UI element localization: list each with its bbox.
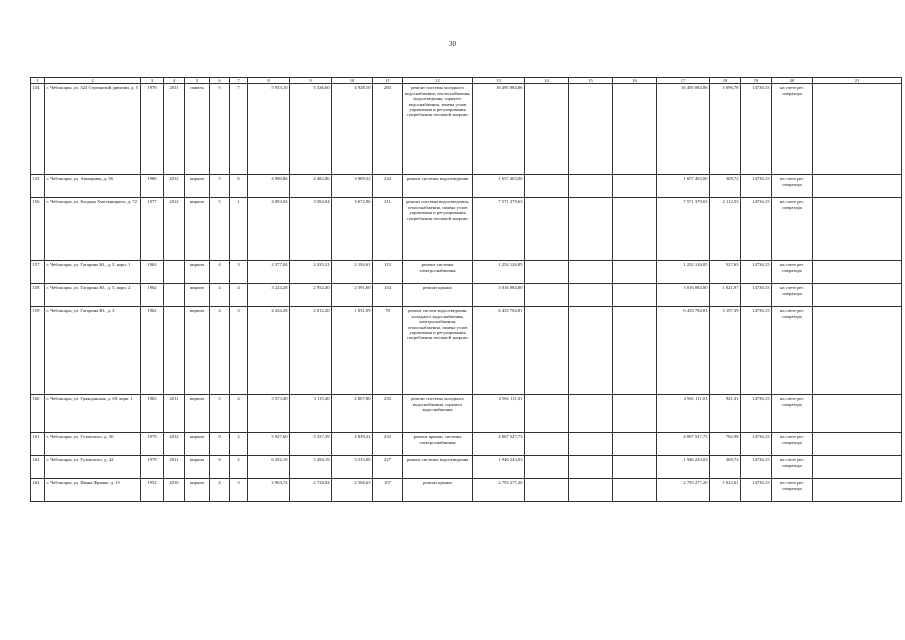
cell-total-cost: 2 961 111,01 [473,395,525,433]
cell-cost-limit: 14736,15 [741,84,772,175]
cell-entrances: 4 [230,284,248,307]
cell-col-21 [813,284,902,307]
cell-unit-cost: 369,72 [710,456,741,479]
cell-work-types: ремонт системы холодного водоснабжения, горячего водоснабжения [403,395,473,433]
cell-residential-area: 5 337,39 [290,433,332,456]
cell-wall-material: кирпич [185,395,210,433]
cell-total-cost: 1 946 243,03 [473,456,525,479]
cell-work-types: ремонт систем водоотведения, холодного водоснабжения, электроснабжения, теплоснабжения, замена узлов управления и регулирования потребления тепловой энергии [403,307,473,395]
cell-total-area: 3 373,40 [248,395,290,433]
column-header-17: 17 [657,78,710,84]
cell-cost-col-17: 3 016 084,80 [657,284,710,307]
cell-owned-area: 3 969,52 [332,175,373,198]
cell-cost-limit: 14736,15 [741,395,772,433]
cell-wall-material: кирпич [185,175,210,198]
cell-owned-area: 3 533,80 [332,456,373,479]
table-row [31,284,902,307]
cell-entrances: 7 [230,84,248,175]
cell-residents: 227 [373,456,403,479]
cell-total-cost: 2 793 277,20 [473,479,525,502]
cell-floors: 4 [210,284,230,307]
cell-wall-material: кирпич [185,479,210,502]
table-row [31,175,902,198]
cell-total-cost: 6 433 784,81 [473,307,525,395]
cell-cost-col-15 [569,307,613,395]
cell-total-area: 4 893,04 [248,198,290,261]
column-header-1: 1 [31,78,45,84]
cell-col-21 [813,198,902,261]
column-header-14: 14 [525,78,569,84]
cell-cost-col-16 [613,433,657,456]
cell-unit-cost: 527,63 [710,261,741,284]
cell-owned-area: 4 839,22 [332,433,373,456]
cell-wall-material: панель [185,84,210,175]
cell-floors: 4 [210,479,230,502]
cell-address: г. Чебоксары, ул. Богдана Хмельницкого, д. 72 [45,198,141,261]
cell-row-number: 163 [31,479,45,502]
cell-fund-method: на счете рег. оператора [772,284,813,307]
cell-total-cost: 16 495 084,86 [473,84,525,175]
cell-total-cost: 1 252 126,85 [473,261,525,284]
cell-year-built: 1962 [141,284,164,307]
cell-col-21 [813,261,902,284]
column-header-19: 19 [741,78,772,84]
cell-cost-col-14 [525,433,569,456]
column-header-4: 4 [164,78,185,84]
cell-cost-col-17: 16 495 084,86 [657,84,710,175]
cell-fund-method: на счете рег. оператора [772,175,813,198]
column-header-20: 20 [772,78,813,84]
cell-cost-col-15 [569,433,613,456]
cell-cost-col-14 [525,307,569,395]
cell-work-types: ремонт крыши [403,284,473,307]
column-header-6: 6 [210,78,230,84]
cell-residents: 154 [373,284,403,307]
cell-address: г. Чебоксары, ул. Гагарина Ю., д. 5, корп. 2 [45,284,141,307]
table-row [31,261,902,284]
column-header-3: 3 [141,78,164,84]
cell-floors: 9 [210,456,230,479]
register-table [30,77,902,502]
cell-fund-method: на счете рег. оператора [772,84,813,175]
cell-year-renovated: 2010 [164,479,185,502]
cell-cost-col-15 [569,479,613,502]
cell-unit-cost: 1 023,61 [710,479,741,502]
cell-wall-material: кирпич [185,261,210,284]
column-header-2: 2 [45,78,141,84]
cell-unit-cost: 2 112,53 [710,198,741,261]
cell-wall-material: кирпич [185,433,210,456]
cell-wall-material: кирпич [185,198,210,261]
cell-unit-cost: 369,72 [710,175,741,198]
cell-residential-area: 5 326,60 [290,84,332,175]
cell-year-renovated: 2011 [164,84,185,175]
cell-cost-col-15 [569,175,613,198]
cell-address: г. Чебоксары, ул. 324 Стрелковой дивизии, д. 5 [45,84,141,175]
cell-cost-col-15 [569,198,613,261]
cell-cost-col-16 [613,479,657,502]
cell-residents: 107 [373,479,403,502]
cell-residents: 235 [373,395,403,433]
cell-residential-area: 4 482,86 [290,175,332,198]
cell-year-built: 1962 [141,261,164,284]
cell-cost-col-15 [569,284,613,307]
cell-cost-col-17: 1 252 126,85 [657,261,710,284]
cell-col-21 [813,456,902,479]
page-number: 30 [449,40,456,48]
cell-residents: 233 [373,433,403,456]
cell-year-built: 1976 [141,84,164,175]
cell-year-renovated: 2012 [164,175,185,198]
cell-floors: 9 [210,433,230,456]
cell-owned-area: 2 566,63 [332,479,373,502]
cell-row-number: 156 [31,198,45,261]
cell-col-21 [813,307,902,395]
cell-residential-area: 2 952,40 [290,284,332,307]
column-header-18: 18 [710,78,741,84]
cell-total-cost: 3 016 084,80 [473,284,525,307]
cell-row-number: 157 [31,261,45,284]
cell-cost-col-16 [613,395,657,433]
cell-residential-area: 2 728,84 [290,479,332,502]
cell-row-number: 161 [31,433,45,456]
column-header-16: 16 [613,78,657,84]
cell-address: г. Чебоксары, ул. Гагарина Ю., д. 3 [45,307,141,395]
cell-year-renovated [164,261,185,284]
cell-col-21 [813,479,902,502]
cell-year-renovated: 2011 [164,395,185,433]
cell-year-built: 1965 [141,395,164,433]
cell-fund-method: на счете рег. оператора [772,479,813,502]
cell-fund-method: на счете рег. оператора [772,433,813,456]
cell-cost-col-16 [613,456,657,479]
cell-cost-col-17: 1 946 243,03 [657,456,710,479]
cell-residential-area: 2 335,21 [290,261,332,284]
cell-row-number: 154 [31,84,45,175]
cell-year-renovated [164,307,185,395]
cell-cost-col-14 [525,175,569,198]
cell-row-number: 162 [31,456,45,479]
cell-work-types: ремонт крыши, системы электроснабжения [403,433,473,456]
cell-residents: 311 [373,198,403,261]
cell-cost-col-17: 2 793 277,20 [657,479,710,502]
cell-entrances: 3 [230,479,248,502]
cell-year-built: 1952 [141,479,164,502]
column-header-13: 13 [473,78,525,84]
cell-residential-area: 5 294,19 [290,456,332,479]
cell-col-21 [813,433,902,456]
cell-cost-col-15 [569,261,613,284]
cell-cost-limit: 14736,15 [741,456,772,479]
cell-unit-cost: 941,41 [710,395,741,433]
column-header-15: 15 [569,78,613,84]
cell-cost-limit: 14736,15 [741,479,772,502]
cell-wall-material: кирпич [185,284,210,307]
column-header-10: 10 [332,78,373,84]
cell-year-built: 1979 [141,456,164,479]
column-header-12: 12 [403,78,473,84]
cell-fund-method: на счете рег. оператора [772,456,813,479]
table-row [31,198,902,261]
cell-total-area: 2 234,28 [248,307,290,395]
cell-year-built: 1962 [141,307,164,395]
cell-row-number: 158 [31,284,45,307]
cell-work-types: ремонт системы водоотведения [403,175,473,198]
cell-wall-material: кирпич [185,307,210,395]
cell-floors: 4 [210,261,230,284]
cell-work-types: ремонт системы водоотведения, теплоснабжения, замена узлов управления и регулирования потребления тепловой энергии [403,198,473,261]
cell-work-types: ремонт крыши [403,479,473,502]
cell-entrances: 4 [230,395,248,433]
cell-owned-area: 2 591,60 [332,284,373,307]
cell-total-cost: 1 657 403,00 [473,175,525,198]
cell-cost-col-14 [525,198,569,261]
cell-floors: 5 [210,198,230,261]
cell-floors: 5 [210,395,230,433]
cell-cost-col-17: 6 433 784,81 [657,307,710,395]
cell-floors: 4 [210,307,230,395]
cell-owned-area: 2 194,61 [332,261,373,284]
cell-fund-method: на счете рег. оператора [772,198,813,261]
cell-col-21 [813,395,902,433]
cell-entrances: 1 [230,198,248,261]
cell-cost-limit: 14736,15 [741,433,772,456]
table-row [31,395,902,433]
cell-year-renovated: 2012 [164,198,185,261]
cell-residents: 113 [373,261,403,284]
table-row [31,84,902,175]
cell-row-number: 159 [31,307,45,395]
cell-cost-col-16 [613,175,657,198]
cell-owned-area: 2 807,80 [332,395,373,433]
cell-residents: 78 [373,307,403,395]
cell-year-renovated: 2012 [164,433,185,456]
cell-total-cost: 7 571 379,63 [473,198,525,261]
cell-cost-col-16 [613,198,657,261]
cell-total-area: 2 963,74 [248,479,290,502]
cell-wall-material: кирпич [185,456,210,479]
cell-year-renovated: 2011 [164,456,185,479]
cell-cost-col-16 [613,261,657,284]
cell-work-types: ремонт системы электроснабжения [403,261,473,284]
cell-cost-col-17: 4 067 547,75 [657,433,710,456]
cell-entrances: 2 [230,433,248,456]
column-header-21: 21 [813,78,902,84]
cell-address: г. Чебоксары, ул. Ашмарина, д. 56 [45,175,141,198]
cell-residential-area: 3 584,04 [290,198,332,261]
cell-owned-area: 3 672,96 [332,198,373,261]
cell-col-21 [813,175,902,198]
cell-address: г. Чебоксары, ул. Гагарина Ю., д. 5, корп. 1 [45,261,141,284]
cell-cost-col-16 [613,284,657,307]
cell-cost-col-14 [525,479,569,502]
cell-residential-area: 3 115,40 [290,395,332,433]
cell-fund-method: на счете рег. оператора [772,307,813,395]
cell-entrances: 3 [230,307,248,395]
cell-address: г. Чебоксары, ул. Ивана Франко, д. 15 [45,479,141,502]
table-row [31,456,902,479]
cell-entrances: 6 [230,175,248,198]
cell-cost-col-14 [525,284,569,307]
cell-cost-limit: 14736,15 [741,198,772,261]
column-header-11: 11 [373,78,403,84]
cell-year-built: 1979 [141,433,164,456]
cell-year-built: 1980 [141,175,164,198]
cell-row-number: 155 [31,175,45,198]
cell-total-area: 6 292,10 [248,456,290,479]
cell-total-area: 3 224,28 [248,284,290,307]
cell-total-area: 2 377,04 [248,261,290,284]
cell-total-area: 5 933,10 [248,84,290,175]
cell-total-area: 4 980,86 [248,175,290,198]
cell-cost-col-14 [525,84,569,175]
cell-cost-limit: 14736,15 [741,175,772,198]
cell-year-renovated [164,284,185,307]
column-header-7: 7 [230,78,248,84]
cell-cost-col-15 [569,395,613,433]
cell-residents: 283 [373,84,403,175]
cell-cost-col-16 [613,307,657,395]
cell-owned-area: 4 928,10 [332,84,373,175]
cell-work-types: ремонт системы холодного водоснабжения, теплоснабжения, водоотведения, горячего водоснабжения, замена узлов управления и регулирования потребления тепловой энергии [403,84,473,175]
column-header-8: 8 [248,78,290,84]
cell-cost-col-14 [525,261,569,284]
cell-entrances: 2 [230,456,248,479]
cell-unit-cost: 3 197,39 [710,307,741,395]
cell-cost-limit: 14736,15 [741,284,772,307]
cell-floors: 5 [210,84,230,175]
cell-unit-cost: 3 096,78 [710,84,741,175]
cell-address: г. Чебоксары, ул. Гражданская, д. 69, корп. 1 [45,395,141,433]
cell-cost-col-17: 2 961 111,01 [657,395,710,433]
column-header-9: 9 [290,78,332,84]
cell-residents: 224 [373,175,403,198]
cell-fund-method: на счете рег. оператора [772,395,813,433]
cell-floors: 5 [210,175,230,198]
cell-entrances: 3 [230,261,248,284]
table-row [31,433,902,456]
cell-cost-col-17: 1 657 403,00 [657,175,710,198]
cell-col-21 [813,84,902,175]
cell-cost-col-15 [569,456,613,479]
cell-unit-cost: 1 021,97 [710,284,741,307]
cell-work-types: ремонт системы водоотведения [403,456,473,479]
cell-cost-col-16 [613,84,657,175]
table-row [31,479,902,502]
cell-row-number: 160 [31,395,45,433]
cell-cost-col-14 [525,456,569,479]
cell-cost-limit: 14736,15 [741,307,772,395]
cell-year-built: 1977 [141,198,164,261]
cell-cost-col-17: 7 571 379,63 [657,198,710,261]
cell-total-area: 5 927,60 [248,433,290,456]
cell-total-cost: 4 067 547,75 [473,433,525,456]
column-header-5: 5 [185,78,210,84]
cell-fund-method: на счете рег. оператора [772,261,813,284]
cell-cost-col-15 [569,84,613,175]
cell-unit-cost: 762,98 [710,433,741,456]
cell-cost-col-14 [525,395,569,433]
table-row [31,307,902,395]
cell-address: г. Чебоксары, ул. Гузовского, д. 42 [45,456,141,479]
cell-address: г. Чебоксары, ул. Гузовского, д. 30 [45,433,141,456]
cell-cost-limit: 14736,15 [741,261,772,284]
cell-owned-area: 1 831,09 [332,307,373,395]
cell-residential-area: 2 012,20 [290,307,332,395]
